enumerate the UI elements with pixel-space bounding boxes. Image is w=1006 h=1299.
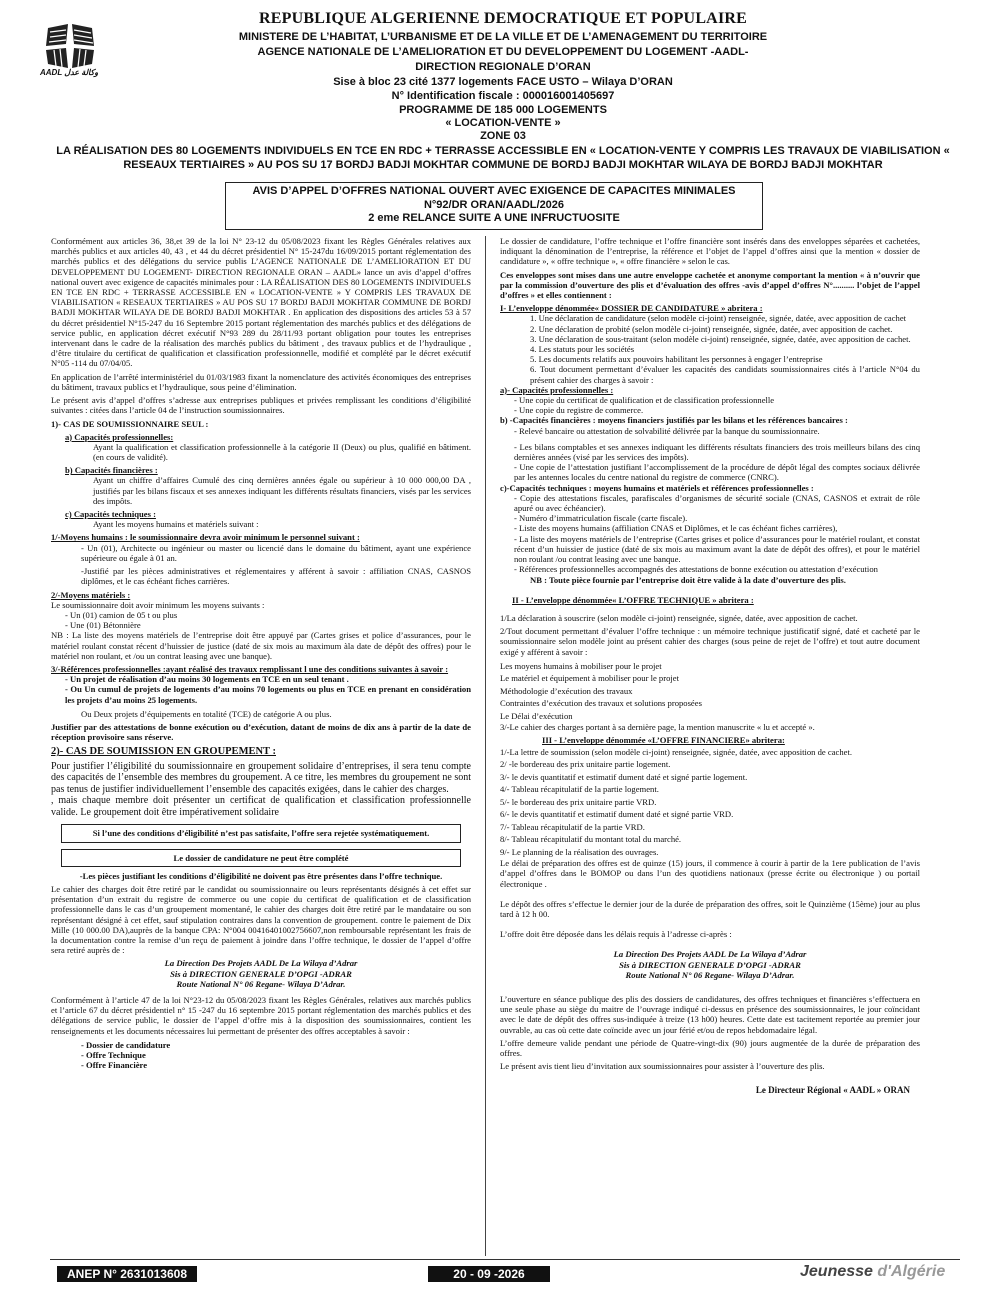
candidature-item-text: Une déclaration de probité (selon modèle ci-joint) renseignée, signée, datée, avec apposition de cachet. <box>538 323 893 334</box>
capacities-professional-item-1: - Une copie du certificat de qualification et de classification professionnelle <box>514 395 775 406</box>
fiscal-id-line: N° Identification fiscale : 000016001405697 <box>391 90 615 102</box>
file-item-1: - Dossier de candidature <box>81 1039 171 1050</box>
technical-offer-item-1: 1/La déclaration à souscrire (selon modèle ci-joint) renseignée, signée, datée, avec apposition de cachet. <box>500 612 858 623</box>
capacities-financial-item-2-text: Les bilans comptables et ses annexes indiquant les différents résultats financiers des trois meilleurs bilans des cinq dernières années (visé par les services des impôts). <box>514 441 921 463</box>
project-title: LA RÉALISATION DES 80 LOGEMENTS INDIVIDUELS EN TCE EN RDC + TERRASSE ACCESSIBLE EN « LOCATION-VENTE Y COMPRIS LES TRAVAUX DE VIABILISATION « RESEAUX TERTIAIRES » AU POS SU 17 BORDJ BADJI MOKHTAR COMMUNE DE BORDJ BADJI MOKHTAR WILAYA DE BORDJ BADJI MOKHTAR <box>56 145 950 171</box>
withdrawal-address-2: Sis à DIRECTION GENERALE D’OPGI -ADRAR <box>170 968 352 979</box>
technical-offer-entry: Le matériel et équipement à mobiliser pour le projet <box>500 673 679 684</box>
material-means-item-1: - Un (01) camion de 05 t ou plus <box>65 609 178 620</box>
capacities-technical-list <box>500 493 920 575</box>
validity-paragraph: L’offre demeure valide pendant une période de Quatre-vingt-dix (90) jours augmentée de la durée de préparation des offres. <box>500 1037 920 1058</box>
logo-caption: AADL وكالة عدل <box>40 68 99 77</box>
technical-item-text: Copie des attestations fiscales, parafiscales d’organismes de sécurité sociale (CNAS, CASNOS et extrait de rôle apuré ou avec échéancier). <box>514 492 920 514</box>
avis-line-1: AVIS D’APPEL D’OFFRES NATIONAL OUVERT AVEC EXIGENCE DE CAPACITES MINIMALES <box>252 185 736 197</box>
agency-line: AGENCE NATIONALE DE L’AMELIORATION ET DU DEVELOPPEMENT DU LOGEMENT -AADL- <box>257 46 749 58</box>
candidature-item: 2. Une déclaration de probité (selon modèle ci-joint) renseignée, signée, datée, avec apposition de cachet. <box>530 323 893 334</box>
capacities-financial-item-1-text: Relevé bancaire ou attestation de solvabilité délivrée par la banque du soumissionnaire. <box>519 425 820 436</box>
human-means-heading: 1/-Moyens humains : le soumissionnaire devra avoir minimum le personnel suivant : <box>51 532 360 543</box>
deposit-address-1: La Direction Des Projets AADL De La Wilaya d’Adrar <box>613 949 807 960</box>
financial-offer-entry: 1/-La lettre de soumission (selon modèle ci-joint) renseignée, signée, datée, avec apposition de cachet. <box>500 746 852 757</box>
references-item-1: - Un projet de réalisation d’au moins 30 logements en TCE en un seul tenant . <box>65 674 349 685</box>
human-means-item-1: - Un (01), Architecte ou ingénieur ou master ou licencié dans le domaine du bâtiment, ayant une expérience supérieure ou égale à 01 an. <box>81 542 471 563</box>
material-means-item-1-text: Un (01) camion de 05 t ou plus <box>70 609 178 620</box>
candidature-list <box>500 313 920 384</box>
zone-line: ZONE 03 <box>480 130 526 142</box>
eligibility-warning-box: Si l’une des conditions d’éligibilité n’est pas satisfaite, l’offre sera rejetée systématiquement. <box>61 824 461 842</box>
capacities-financial-heading: b) -Capacités financières : moyens financiers justifiés par les bilans et les références bancaires : <box>500 415 848 426</box>
newspaper-brand <box>800 1263 945 1281</box>
financial-offer-entry: 4/- Tableau récapitulatif de la partie logement. <box>500 784 659 795</box>
material-means-item-2-text: Une (01) Bétonnière <box>70 620 141 631</box>
capacities-professional-item-2: - Une copie du registre de commerce. <box>514 405 644 416</box>
file-item-2: - Offre Technique <box>81 1050 146 1060</box>
deposit-deadline: Le dépôt des offres s’effectue le dernier jour de la durée de préparation des offres, soit le Quinzième (15ème) jour au plus tard à 12 h 00. <box>500 898 920 919</box>
technical-offer-entry: Contraintes d’exécution des travaux et solutions proposées <box>500 698 702 709</box>
signature: Le Directeur Régional « AADL » ORAN <box>755 1085 910 1096</box>
technical-item-text: La liste des moyens matériels de l’entreprise (Cartes grises et police d’assurances pour le matériel roulant, et constat récent d’un huissier de justice (daté de six mois au maximum avant la date de dépôt des offres), et pour le matériel non roulant /ou contrat leasing avec une banque. <box>514 533 920 565</box>
type-line: « LOCATION-VENTE » <box>445 117 561 129</box>
technical-offer-item-3: 3/-Le cahier des charges portant à sa dernière page, la mention manuscrite « lu et accepté ». <box>500 722 815 733</box>
brand-main: Jeunesse <box>800 1263 873 1280</box>
envelope-candidature-heading: I- L’enveloppe dénommée« DOSSIER DE CANDIDATURE » abritera : <box>500 303 763 314</box>
opening-paragraph: L’ouverture en séance publique des plis des dossiers de candidatures, des offres techniques et financières s’effectuera en une seule phase au siège du maitre de l’ouvrage indiqué ci-dessus en présence des soumissionnaires, le jour coïncidant avec le date de dépôt des offres sus-indiquée à treize (13 h00) heures. Cette date est tacitement reportée au premier jour ouvrable, au cas où cette date coïncide avec un jour férié et/ou de repos hebdomadaire légal. <box>500 993 920 1035</box>
technical-offer-entry: Les moyens humains à mobiliser pour le projet <box>500 660 662 671</box>
references-item-3: Ou Deux projets d’équipements en totalité (TCE) de catégorie A ou plus. <box>81 708 332 719</box>
professional-capacity-heading: a) Capacités professionnelles: <box>65 431 174 442</box>
group-text-2: , mais chaque membre doit présenter un certificat de qualification et classification professionnelle valide. Le groupement doit être impérativement solidaire <box>51 795 471 818</box>
group-text: Pour justifier l’éligibilité du soumissionnaire en groupement solidaire d’entreprises, il sera tenu compte des capacités de l’ensemble des membres du groupement. A ce titre, les membres du groupement ne sont pas tenus de justifier individuellement l’ensemble des capacités exigées, dans le cahier des charges. <box>51 760 471 795</box>
technical-item-text: Numéro d’immatriculation fiscale (carte fiscale). <box>519 513 688 524</box>
capacities-financial-item-1: - Relevé bancaire ou attestation de solvabilité délivrée par la banque du soumissionnaire. <box>514 425 820 436</box>
candidature-item-text: Les statuts pour les sociétés <box>538 344 635 355</box>
candidature-warning-box: Le dossier de candidature ne peut être complété <box>61 849 461 867</box>
left-column <box>51 236 471 1070</box>
avis-relance: 2 eme RELANCE SUITE A UNE INFRUCTUOSITE <box>368 212 620 224</box>
seat-line: Sise à bloc 23 cité 1377 logements FACE USTO – Wilaya D’ORAN <box>333 76 673 88</box>
right-column <box>500 236 920 1096</box>
avis-number: N°92/DR ORAN/AADL/2026 <box>423 198 565 211</box>
financial-offer-entry: 8/- Tableau récapitulatif du montant total du marché. <box>500 834 682 845</box>
financial-capacity-heading: b) Capacités financières : <box>65 465 158 476</box>
financial-offer-entry: 5/- le bordereau des prix unitaire partie VRD. <box>500 796 657 807</box>
financial-offer-entry: 6/- le devis quantitatif et estimatif dument daté et signé partie VRD. <box>500 809 734 820</box>
ministry-line: MINISTERE DE L’HABITAT, L’URBANISME ET DE LA VILLE ET DE L’AMENAGEMENT DU TERRITOIRE <box>238 31 768 43</box>
capacities-financial-item-2: - Les bilans comptables et ses annexes indiquant les différents résultats financiers des trois meilleurs bilans des cinq dernières années (visé par les services des impôts). <box>514 441 921 463</box>
technical-capacity-heading: c) Capacités techniques : <box>65 509 156 520</box>
envelope-technical-heading: II - L’enveloppe dénommée« L’OFFRE TECHNIQUE » abritera : <box>512 594 754 605</box>
brand-sub: d'Algérie <box>877 1263 946 1280</box>
financial-offer-entry: 9/- Le planning de la réalisation des ouvrages. <box>500 846 659 857</box>
pieces-note: -Les pièces justifiant les conditions d’éligibilité ne doivent pas être présentes dans l’offre technique. <box>79 870 443 881</box>
references-item-1-text: Un projet de réalisation d’au moins 30 logements en TCE en un seul tenant . <box>70 674 349 685</box>
technical-note: NB : Toute pièce fournie par l’entreprise doit être valide à la date d’ouverture des plis. <box>530 574 846 585</box>
candidature-item: 1. Une déclaration de candidature (selon modèle ci-joint) renseignée, signée, datée, avec apposition de cachet <box>530 313 907 324</box>
section-single-bidder: 1)- CAS DE SOUMISSIONNAIRE SEUL : <box>51 419 209 430</box>
envelopes-paragraph: Le dossier de candidature, l’offre technique et l’offre financière sont insérés dans des enveloppes séparées et cachetées, indiquant la dénomination de l’entreprise, la référence et l’objet de l’appel d’offres ainsi que la mention « dossier de candidature », « offre technique », « offre financière » selon le cas. <box>500 236 920 267</box>
material-means-intro: Le soumissionnaire doit avoir minimum les moyens suivants : <box>51 599 265 610</box>
anep-number: ANEP N° 2631013608 <box>57 1266 197 1282</box>
references-item-2: - Ou Un cumul de projets de logements d’au moins 70 logements ou plus en TCE en prenant en considération les projets d’au moins 25 logements. <box>65 684 472 705</box>
technical-offer-entry: Méthodologie d’exécution des travaux <box>500 685 633 696</box>
section-group: 2)- CAS DE SOUMISSION EN GROUPEMENT : <box>51 746 276 758</box>
publication-date: 20 - 09 -2026 <box>428 1266 550 1282</box>
professional-capacity-text: Ayant la qualification et classification professionnelle à la catégorie II (Deux) ou plus, qualifié en bâtiment. (en cours de validité). <box>93 441 471 463</box>
technical-item: - Numéro d’immatriculation fiscale (carte fiscale). <box>514 513 688 524</box>
technical-offer-entry: Le Délai d’exécution <box>500 710 573 721</box>
candidature-item-text: Les documents relatifs aux pouvoirs habilitant les personnes à engager l’entreprise <box>538 354 823 365</box>
file-item-2-text: Offre Technique <box>86 1050 146 1060</box>
financial-offer-entry: 3/- le devis quantitatif et estimatif dument daté et signé partie logement. <box>500 771 748 782</box>
capacities-professional-item-2-text: Une copie du registre de commerce. <box>519 405 644 416</box>
references-justification: Justifier par des attestations de bonne exécution ou d’exécution, datant de moins de dix ans à partir de la date de réception provisoire sans réserve. <box>51 721 471 743</box>
envelope-financial-heading: III - L’enveloppe dénommée «L’OFFRE FINANCIERE» abritera: <box>542 735 785 746</box>
material-means-item-2: - Une (01) Bétonnière <box>65 620 141 631</box>
program-line: PROGRAMME DE 185 000 LOGEMENTS <box>399 104 607 116</box>
financial-offer-entry: 7/- Tableau récapitulatif de la partie VRD. <box>500 821 645 832</box>
technical-capacity-text: Ayant les moyens humains et matériels suivant : <box>93 519 259 530</box>
technical-item-text: Liste des moyens humains (affiliation CNAS et Diplômes, et le cas échéant fiches carrières), <box>519 523 838 534</box>
candidature-item: 3. Une déclaration de sous-traitant (selon modèle ci-joint) renseignée, signée, datée, avec apposition de cachet. <box>530 333 911 344</box>
withdrawal-address-3: Route National N° 06 Regane- Wilaya D’Adrar. <box>176 978 346 989</box>
technical-offer-list <box>500 660 920 723</box>
conformity-paragraph: Conformément à l’article 47 de la loi N°23-12 du 05/08/2023 fixant les Règles Générales, relatives aux marchés publics et l’article 67 du décret présidentiel n° 15 -247 du 16 septembre 2015 portant réglementation des marchés publics et des délégations de service public, le dossier de l’appel d’offre mis à la disposition des soumissionnaires, contient les renseignements et les documents nécessaires lui permettant de présenter des offres acceptables à savoir : <box>51 994 471 1036</box>
references-heading: 3/-Références professionnelles :ayant réalisé des travaux remplissant l une des conditions suivantes à savoir : <box>51 663 449 674</box>
capacities-financial-item-3-text: Une copie de l’attestation justifiant l’accomplissement de la procédure de dépôt légal des comptes sociaux délivrée par les antennes locales du centre national du registre de commerce (CNRC). <box>514 462 920 483</box>
references-item-2-text: Ou Un cumul de projets de logements d’au moins 70 logements ou plus en TCE en prenant en considération les projets d’au moins 25 logements. <box>65 684 472 705</box>
technical-item: - La liste des moyens matériels de l’entreprise (Cartes grises et police d’assurances pour le matériel roulant, et constat récent d’un huissier de justice (daté de six mois au maximum avant la date de dépôt des offres), et pour le matériel non roulant /ou contrat leasing avec une banque. <box>514 533 920 565</box>
financial-capacity-text: Ayant un chiffre d’affaires Cumulé des cinq dernières années égale ou supérieur à 10 000 000,00 DA , justifiés par les bilans fiscaux et ses annexes indiquant les différents résultats financiers, visés par les services des impôts. <box>93 475 471 506</box>
file-item-1-text: Dossier de candidature <box>86 1039 171 1050</box>
financial-offer-entry: 2/ -le bordereau des prix unitaire partie logement. <box>500 759 671 770</box>
technical-item: - Références professionnelles accompagnés des attestations de bonne exécution ou attestation d’exécution <box>514 564 878 575</box>
file-item-3-text: Offre Financière <box>86 1060 148 1071</box>
candidature-item-text: Une déclaration de sous-traitant (selon modèle ci-joint) renseignée, signée, datée, avec apposition de cachet. <box>538 333 911 344</box>
material-note: NB : La liste des moyens matériels de l’entreprise doit être appuyé par (Cartes grises et police d’assurances, pour le matériel roulant constat récent d’huissier de justice (daté de six mois au maximum àla date de dépôt des offres) pour le matériel non roulant, et /ou un contrat leasing avec une banque). <box>51 630 471 661</box>
candidature-item-text: Une déclaration de candidature (selon modèle ci-joint) renseignée, signée, datée, avec apposition de cachet <box>538 313 907 324</box>
intro-paragraph: Conformément aux articles 36, 38,et 39 de la loi N° 23-12 du 05/08/2023 fixant les Règles Générales relatives aux marchés publics et aux articles 40, 43 , et 44 du décret présidentiel N° 15-247du 16/09/2015 portant réglementation des marchés publics et des délégations du service publis L’AGENCE NATIONALE DE L’AMELIORATION ET DU DEVELOPPEMENT DU LOGEMENT- DIRECTION REGIONALE ORAN – AADL» lance un avis d’appel d’offres national ouvert avec exigence de capacités minimales pour : LA RÉALISATION DES 80 LOGEMENTS INDIVIDUELS EN TCE EN RDC + TERRASSE ACCESSIBLE EN « LOCATION-VENTE » Y COMPRIS LES TRAVAUX DE VIABILISATION « RESEAUX TERTIAIRES » AU POS SU 17 BORDJ BADJI MOKHTAR COMMUNE DE BORDJ BADJI MOKHTAR WILAYA DE DE BORDJ BADJI MOKHTAR . En application des dispositions des articles 53 à 57 du décret présidentiel N°15-247 du 16 Septembre 2015 portant réglementation des marchés publics et des délégations de service public, en application décret exécutif N°93 289 du 28/11/93 portant obligation pour toutes les entreprises intervenant dans le cadre de la réalisation des marchés publics du bâtiment , des travaux publics et de l’hydraulique , d’être titulaire du certificat de qualification et classification professionnelle, modifié et complété par le décret exécutif N°05 -114 du 07/04/05. <box>51 236 471 369</box>
material-means-heading: 2/-Moyens matériels : <box>51 589 131 600</box>
footer-rule <box>50 1259 960 1260</box>
candidature-item: 5. Les documents relatifs aux pouvoirs habilitant les personnes à engager l’entreprise <box>530 354 823 365</box>
technical-item-text: Références professionnelles accompagnés des attestations de bonne exécution ou attestation d’exécution <box>519 564 878 575</box>
capacities-professional-item-1-text: Une copie du certificat de qualification et de classification professionnelle <box>519 395 775 406</box>
cahier-paragraph: Le cahier des charges doit être retiré par le candidat ou soumissionnaire ou leurs représentants désignés à cet effet sur présentation d’un extrait du registre de commerce ou une copie du certificat de qualification et de classification professionnelle dans le cas d’un groupement momentané, le cahier des charges doit être retiré par le mandataire ou son représentant désigné à cet effet, sauf stipulation contraires dans la convention de groupement. contre le paiement de Dix Mille (10 000.00 DA),auprès de la banque CPA: N°004 00416401002756607,non remboursable représentant les frais de la documentation contre la remise d’un reçu de paiement à joindre dans l’offre technique, le dossier de l’appel d’offre sera retiré auprès de : <box>51 883 471 956</box>
republic-title: REPUBLIQUE ALGERIENNE DEMOCRATIQUE ET POPULAIRE <box>259 10 747 27</box>
eligibility-paragraph: Le présent avis d’appel d’offres s’adresse aux entreprises publiques et privées remplissant les conditions d’éligibilité suivantes : citées dans l’article 04 de l’instruction soumissionnaires. <box>51 395 471 416</box>
technical-offer-item-2: 2/Tout document permettant d’évaluer l’offre technique : un mémoire technique justificatif signé, daté et cacheté par le soumissionnaire selon modèle joint au présent cahier des charges (sous peine de rejet de l’offre) et tout autre document exigé y afférent à savoir : <box>500 626 920 657</box>
outer-envelope-paragraph: Ces enveloppes sont mises dans une autre enveloppe cachetée et anonyme comportant la mention « à n’ouvrir que par la commission d’ouverture des plis et d’évaluation des offres -avis d’appel d’offres N°.......... l’objet de l’appel d’offres » et elles contiennent : <box>500 269 920 301</box>
candidature-item: 6. Tout document permettant d’évaluer les capacités des candidats soumissionnaires cités à l’article N°04 du présent cahier des charges à savoir : <box>530 364 920 385</box>
capacities-professional-heading: a)- Capacités professionnelles : <box>500 384 614 395</box>
invitation-paragraph: Le présent avis tient lieu d’invitation aux soumissionnaires pour assister à l’ouverture des plis. <box>500 1061 825 1072</box>
file-item-3: - Offre Financière <box>81 1060 148 1071</box>
withdrawal-address-1: La Direction Des Projets AADL De La Wilaya d’Adrar <box>164 958 358 969</box>
financial-offer-list <box>500 746 920 859</box>
human-means-item-2: -Justifié par les pièces administratives et réglementaires y afférent à savoir : affiliation CNAS, CASNOS diplômes, et le cas échéant fiches carrières. <box>81 566 471 587</box>
column-divider <box>485 236 486 1256</box>
nomenclature-paragraph: En application de l’arrêté interministériel du 01/03/1983 fixant la nomenclature des activités économiques des entreprises du bâtiment, travaux publics et l’hydraulique, sous peine d’élimination. <box>51 371 471 392</box>
preparation-delay: Le délai de préparation des offres est de quinze (15) jours, il commence à courir à partir de la 1ere publication de l’avis d’appel d’offres dans le BOMOP ou dans l’un des quotidiens nationaux (presse écrite ou électronique ) ou portail électronique . <box>500 858 920 889</box>
technical-item: - Liste des moyens humains (affiliation CNAS et Diplômes, et le cas échéant fiches carrières), <box>514 523 838 534</box>
capacities-technical-heading: c)-Capacités techniques : moyens humains et matériels et références professionnelles : <box>500 482 814 493</box>
direction-line: DIRECTION REGIONALE D’ORAN <box>415 61 591 73</box>
technical-item: - Copie des attestations fiscales, parafiscales d’organismes de sécurité sociale (CNAS, CASNOS et extrait de rôle apuré ou avec échéancier). <box>514 492 920 514</box>
avis-box <box>225 182 763 230</box>
deposit-address-intro: L’offre doit être déposée dans les délais requis à l’adresse ci-après : <box>500 929 732 940</box>
deposit-address-2: Sis à DIRECTION GENERALE D’OPGI -ADRAR <box>619 959 801 970</box>
capacities-financial-item-3: - Une copie de l’attestation justifiant l’accomplissement de la procédure de dépôt légal des comptes sociaux délivrée par les antennes locales du centre national du registre de commerce (CNRC). <box>514 462 920 483</box>
candidature-item: 4. Les statuts pour les sociétés <box>530 344 635 355</box>
deposit-address-3: Route National N° 06 Regane- Wilaya D’Adrar. <box>625 969 795 980</box>
candidature-item-text: Tout document permettant d’évaluer les capacités des candidats soumissionnaires cités à l’article N°04 du présent cahier des charges à savoir : <box>530 364 920 385</box>
